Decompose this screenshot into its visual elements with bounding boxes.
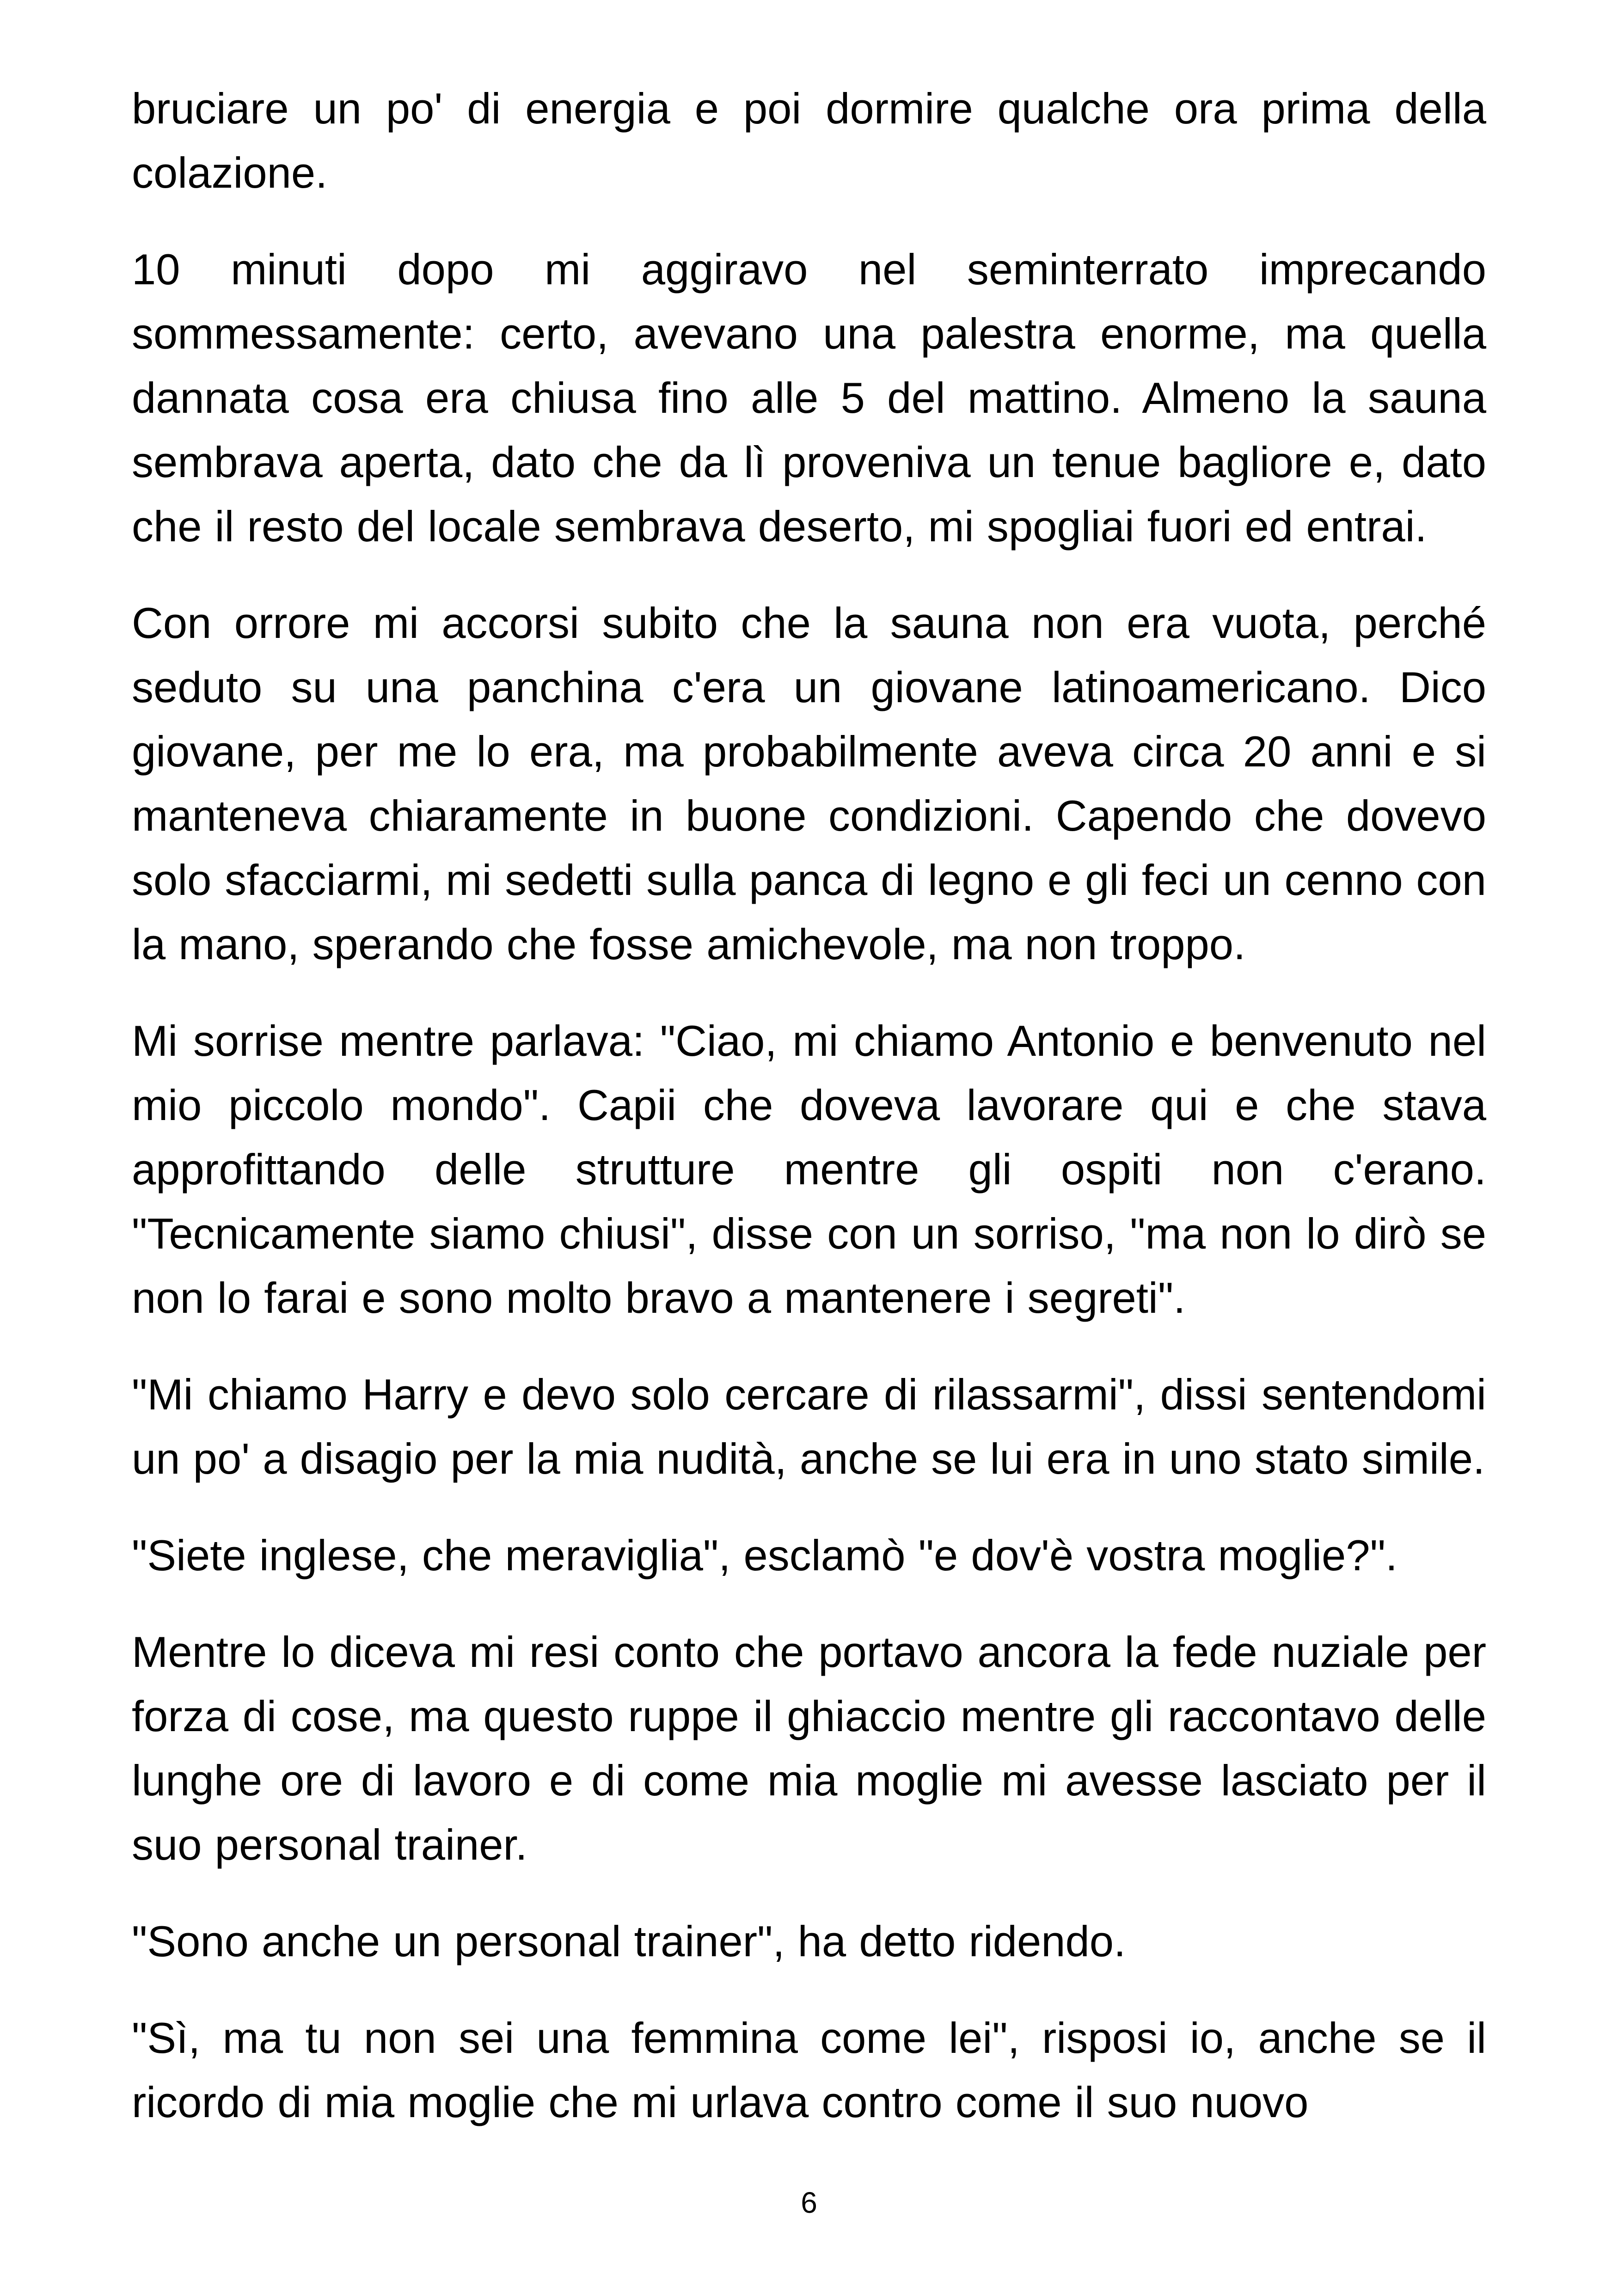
paragraph-2: 10 minuti dopo mi aggiravo nel seminterrato imprecando sommessamente: certo, avevano una palestra enorme, ma quella dannata cosa era chiusa fino alle 5 del mattino. Almeno la sauna sembrava aperta, dato che da lì proveniva un tenue bagliore e, dato che il resto del locale sembrava deserto, mi spogliai fuori ed entrai.	[132, 245, 1486, 551]
paragraph-1: bruciare un po' di energia e poi dormire qualche ora prima della colazione.	[132, 84, 1486, 197]
paragraph-5: "Mi chiamo Harry e devo solo cercare di rilassarmi", dissi sentendomi un po' a disagio per la mia nudità, anche se lui era in uno stato simile.	[132, 1370, 1486, 1483]
paragraph-4: Mi sorrise mentre parlava: "Ciao, mi chiamo Antonio e benvenuto nel mio piccolo mondo". Capii che doveva lavorare qui e che stava approfittando delle strutture mentre gli ospiti non c'erano. "Tecnicamente siamo chiusi", disse con un sorriso, "ma non lo dirò se non lo farai e sono molto bravo a mantenere i segreti".	[132, 1016, 1486, 1322]
text-body	[132, 76, 1486, 2167]
page-number: 6	[801, 2186, 817, 2219]
paragraph-6: "Siete inglese, che meraviglia", esclamò "e dov'è vostra moglie?".	[132, 1531, 1398, 1580]
paragraph-9: "Sì, ma tu non sei una femmina come lei", risposi io, anche se il ricordo di mia moglie che mi urlava contro come il suo nuovo	[132, 2014, 1486, 2126]
paragraph-8: "Sono anche un personal trainer", ha detto ridendo.	[132, 1917, 1126, 1965]
paragraph-7: Mentre lo diceva mi resi conto che portavo ancora la fede nuziale per forza di cose, ma questo ruppe il ghiaccio mentre gli raccontavo delle lunghe ore di lavoro e di come mia moglie mi avesse lasciato per il suo personal trainer.	[132, 1628, 1486, 1869]
paragraph-3: Con orrore mi accorsi subito che la sauna non era vuota, perché seduto su una panchina c'era un giovane latinoamericano. Dico giovane, per me lo era, ma probabilmente aveva circa 20 anni e si manteneva chiaramente in buone condizioni. Capendo che dovevo solo sfacciarmi, mi sedetti sulla panca di legno e gli feci un cenno con la mano, sperando che fosse amichevole, ma non troppo.	[132, 599, 1486, 968]
